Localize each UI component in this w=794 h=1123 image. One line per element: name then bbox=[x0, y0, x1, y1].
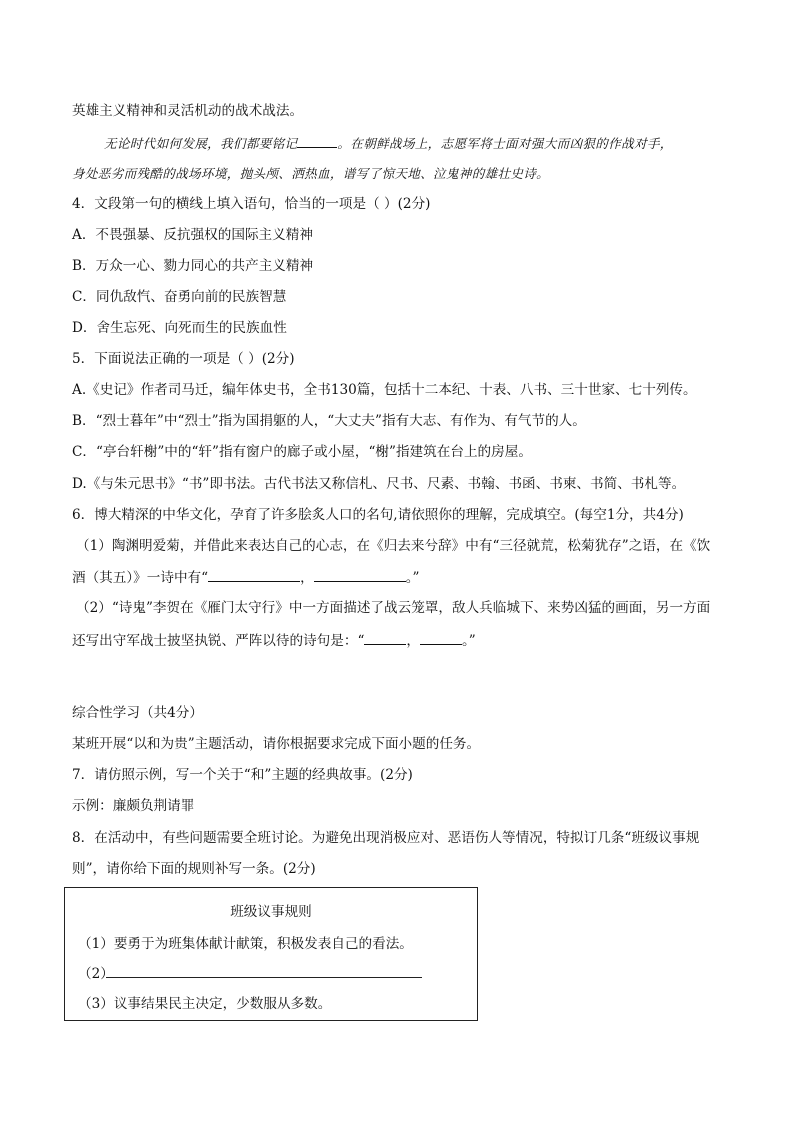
q6-sub2-text-mid: ， bbox=[406, 633, 421, 649]
q6-sub2-line1: （2）“诗鬼”李贺在《雁门太守行》中一方面描述了战云笼罩，敌人兵临城下、来势凶猛的画面，另一方面 bbox=[76, 600, 711, 616]
q6-sub2-text-post: 。” bbox=[462, 633, 476, 649]
q5-option-d[interactable]: D.《与朱元思书》“书”即书法。古代书法又称信札、尺书、尺素、书翰、书函、书柬、书简、书札等。 bbox=[72, 476, 686, 492]
q4-option-c[interactable]: C．同仇敌忾、奋勇向前的民族智慧 bbox=[72, 289, 287, 305]
q6-blank-3[interactable] bbox=[364, 630, 406, 645]
q8-stem-line2: 则”，请你给下面的规则补写一条。(2分) bbox=[72, 861, 316, 877]
passage-line-1 bbox=[104, 133, 764, 154]
q7-example: 示例：廉颇负荆请罪 bbox=[72, 798, 195, 814]
q6-sub1-text-pre: 酒（其五）》一诗中有“ bbox=[72, 570, 209, 586]
rules-box bbox=[64, 887, 478, 1021]
q6-sub2-text-pre: 还写出守军战士披坚执锐、严阵以待的诗句是：“ bbox=[72, 633, 365, 649]
passage-blank[interactable] bbox=[297, 133, 337, 148]
q4-option-b[interactable]: B．万众一心、勠力同心的共产主义精神 bbox=[72, 258, 314, 274]
q6-sub1-line2 bbox=[72, 567, 732, 588]
q6-sub1-text-post: 。” bbox=[405, 570, 420, 586]
rule-3: （3）议事结果民主决定，少数服从多数。 bbox=[78, 996, 332, 1012]
q6-blank-1[interactable] bbox=[208, 567, 300, 582]
section-title: 综合性学习（共4分） bbox=[72, 705, 203, 721]
passage-line-2: 身处恶劣而残酷的战场环境，抛头颅、洒热血，谱写了惊天地、泣鬼神的雄壮史诗。 bbox=[72, 166, 550, 181]
q6-sub2-line2 bbox=[72, 630, 732, 651]
passage-text-b: 。在朝鲜战场上，志愿军将士面对强大而凶狠的作战对手， bbox=[337, 136, 673, 151]
q5-stem: 5．下面说法正确的一项是（ ）(2分) bbox=[72, 351, 295, 367]
intro-line-1: 英雄主义精神和灵活机动的战术战法。 bbox=[72, 103, 304, 119]
q7-stem: 7．请仿照示例，写一个关于“和”主题的经典故事。(2分) bbox=[72, 767, 413, 783]
rules-box-title: 班级议事规则 bbox=[230, 904, 312, 920]
q6-sub1-line1: （1）陶渊明爱菊，并借此来表达自己的心志，在《归去来兮辞》中有“三径就荒，松菊犹存”之语，在《饮 bbox=[76, 538, 711, 554]
rule-1: （1）要勇于为班集体献计献策，积极发表自己的看法。 bbox=[78, 936, 413, 952]
q8-stem-line1: 8．在活动中，有些问题需要全班讨论。为避免出现消极应对、恶语伤人等情况，特拟订几条“班级议事规 bbox=[72, 830, 700, 846]
q5-option-a[interactable]: A.《史记》作者司马迁，编年体史书，全书130篇，包括十二本纪、十表、八书、三十世家、七十列传。 bbox=[72, 382, 697, 398]
rule-2-label: （2） bbox=[78, 966, 114, 982]
q6-blank-2[interactable] bbox=[314, 567, 406, 582]
rule-2-answer-line[interactable] bbox=[106, 977, 422, 978]
section-intro: 某班开展“以和为贵”主题活动，请你根据要求完成下面小题的任务。 bbox=[72, 736, 481, 752]
q4-stem: 4．文段第一句的横线上填入语句，恰当的一项是（ ）(2分) bbox=[72, 196, 431, 212]
q4-option-d[interactable]: D．舍生忘死、向死而生的民族血性 bbox=[72, 320, 287, 336]
passage-text-a: 无论时代如何发展，我们都要铭记 bbox=[104, 136, 298, 151]
q5-option-b[interactable]: B．“烈士暮年”中“烈士”指为国捐躯的人，“大丈夫”指有大志、有作为、有气节的人。 bbox=[72, 413, 586, 429]
q5-option-c[interactable]: C．“亭台轩榭”中的“轩”指有窗户的廊子或小屋，“榭”指建筑在台上的房屋。 bbox=[72, 444, 532, 460]
q6-blank-4[interactable] bbox=[420, 630, 462, 645]
q6-sub1-text-mid: ， bbox=[300, 570, 314, 586]
q4-option-a[interactable]: A．不畏强暴、反抗强权的国际主义精神 bbox=[72, 227, 313, 243]
q6-stem: 6．博大精深的中华文化，孕育了许多脍炙人口的名句,请依照你的理解，完成填空。(每空1分，共4分) bbox=[72, 507, 684, 523]
